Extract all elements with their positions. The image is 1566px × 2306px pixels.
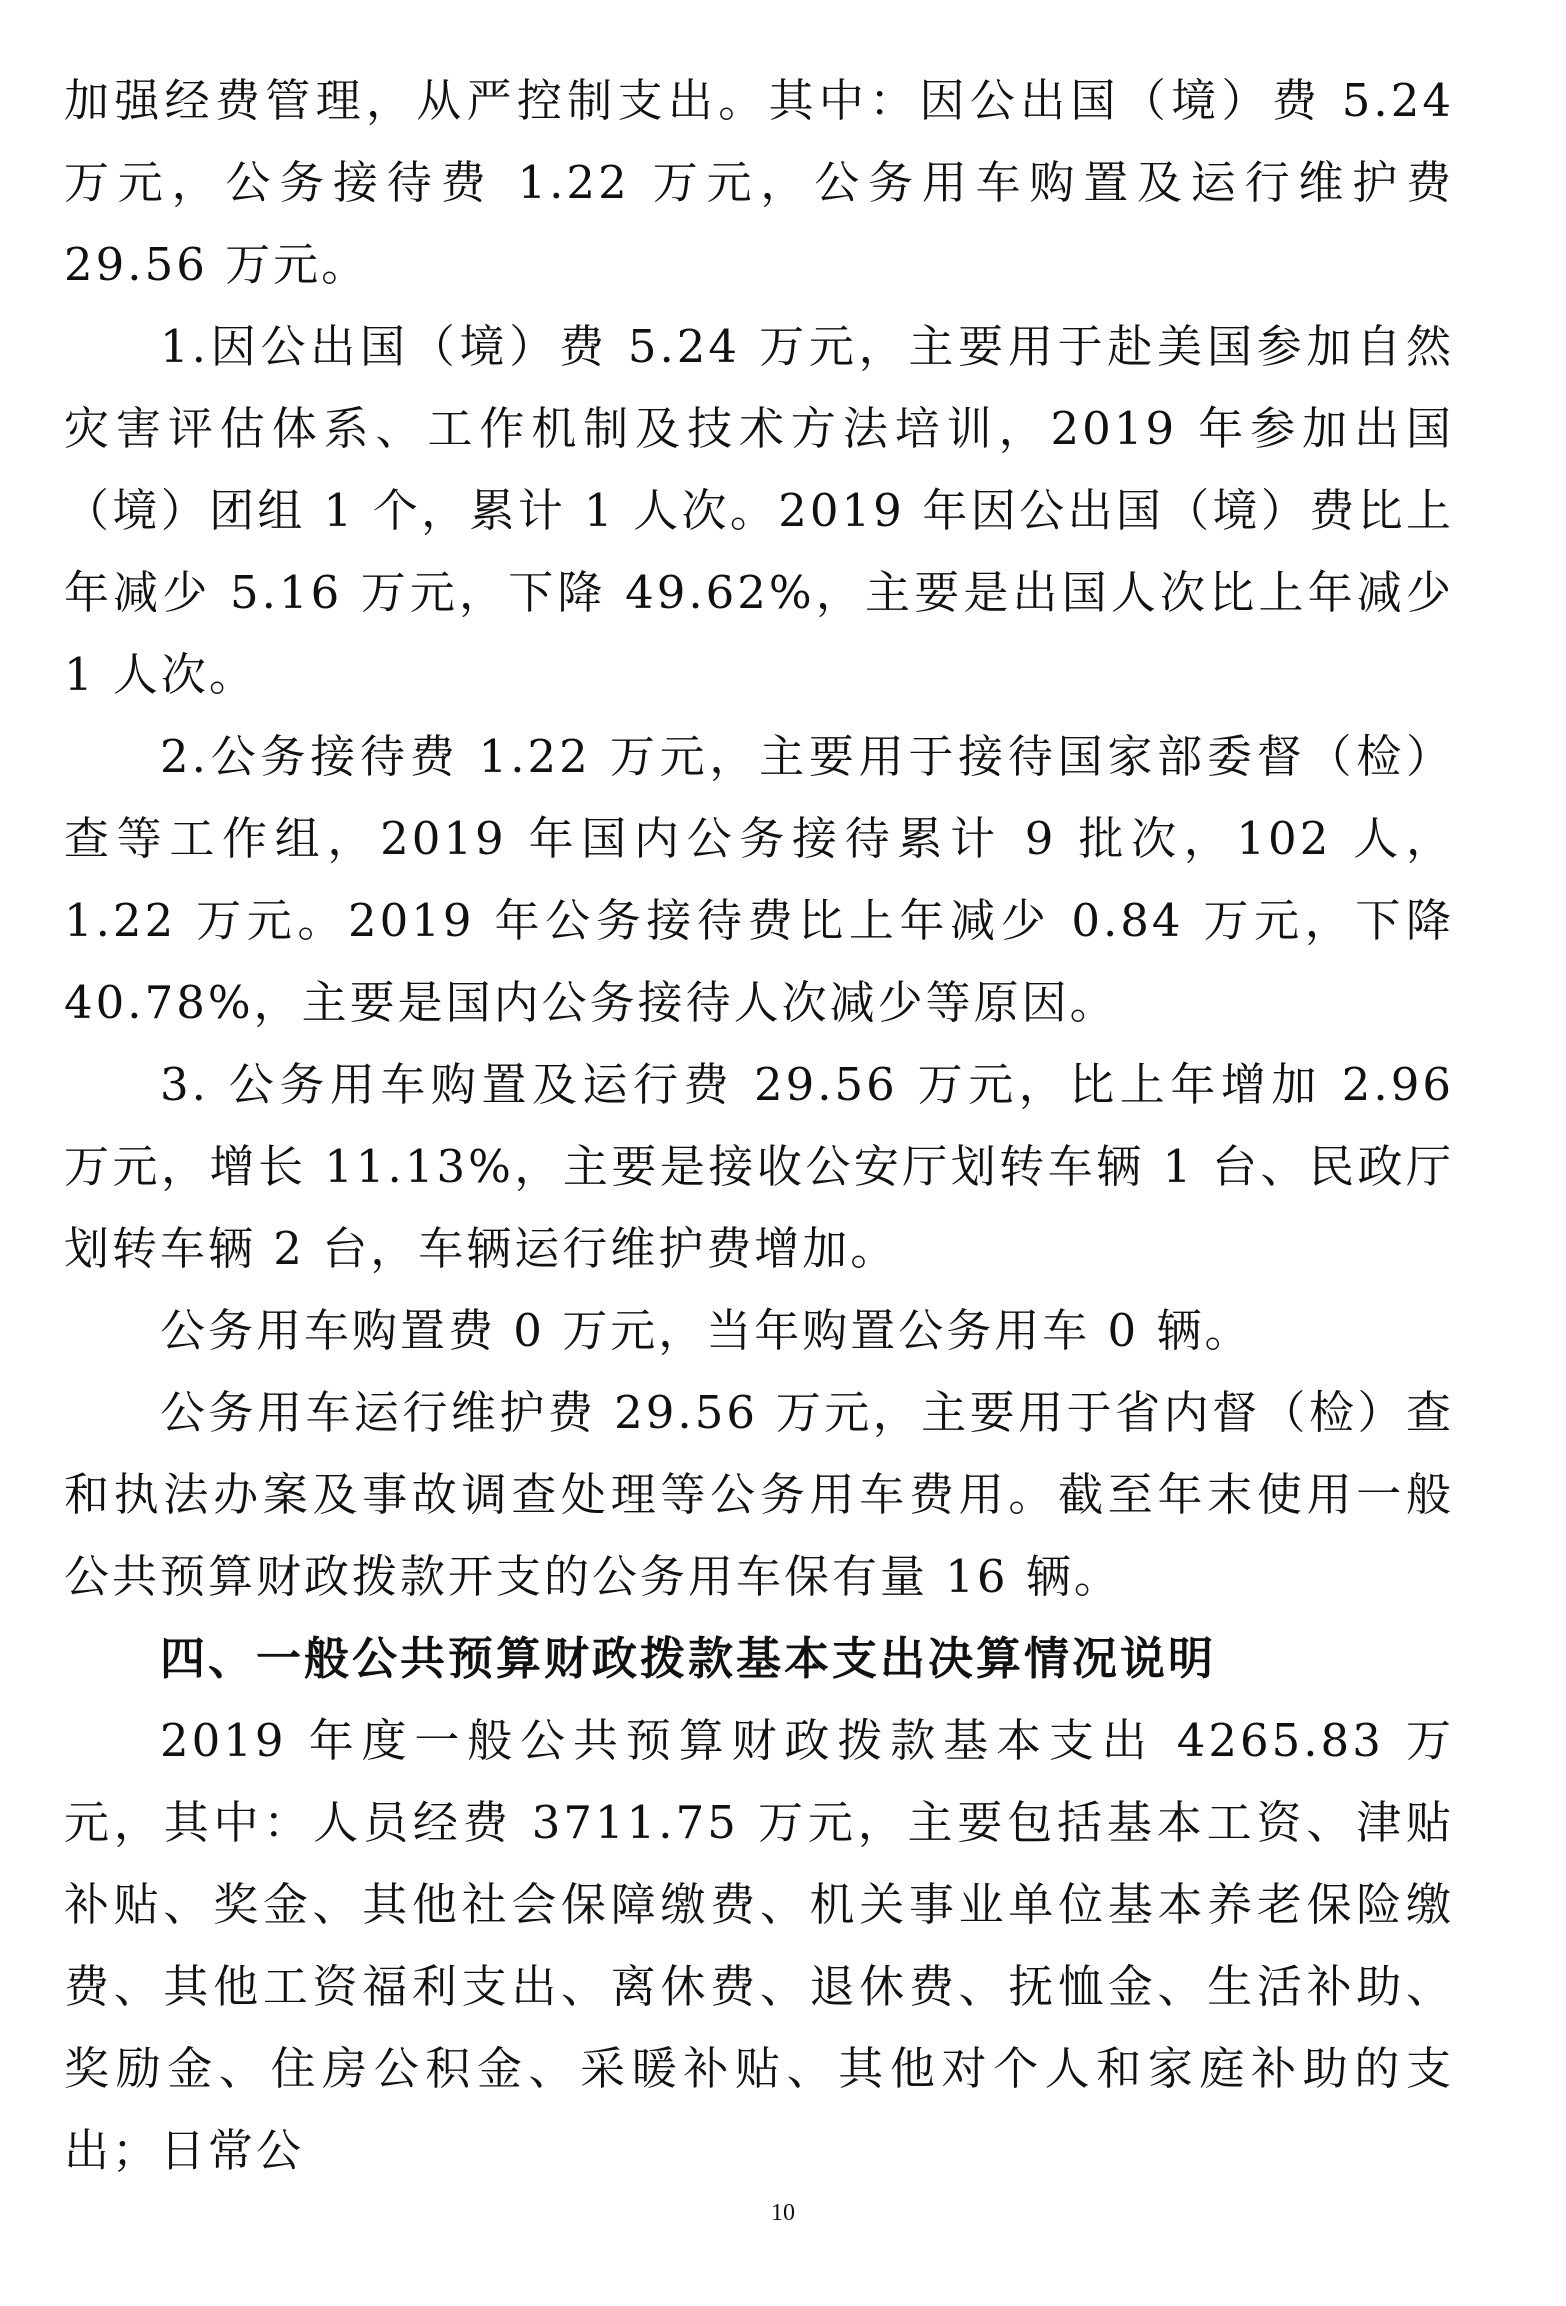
paragraph-overseas-travel: 1.因公出国（境）费 5.24 万元，主要用于赴美国参加自然灾害评估体系、工作机制及技术方法培训，2019 年参加出国（境）团组 1 个，累计 1 人次。2019 年因公出国（境）费比上年减少 5.16 万元，下降 49.62%，主要是出国人次比上年减少 1 人次。 [64,320,1454,701]
paragraph-expense-summary: 加强经费管理，从严控制支出。其中：因公出国（境）费 5.24 万元，公务接待费 1.22 万元，公务用车购置及运行维护费 29.56 万元。 [64,74,1454,291]
document-body [64,60,1454,2192]
paragraph-official-vehicles: 3. 公务用车购置及运行费 29.56 万元，比上年增加 2.96 万元，增长 11.13%，主要是接收公安厅划转车辆 1 台、民政厅划转车辆 2 台，车辆运行维护费增加。 [64,1058,1454,1275]
section-heading: 四、一般公共预算财政拨款基本支出决算情况说明 [160,1632,1217,1685]
paragraph-vehicle-purchase: 公务用车购置费 0 万元，当年购置公务用车 0 辆。 [160,1304,1253,1357]
paragraph-basic-expenditure: 2019 年度一般公共预算财政拨款基本支出 4265.83 万元，其中：人员经费 3711.75 万元，主要包括基本工资、津贴补贴、奖金、其他社会保障缴费、机关事业单位基本养老保险缴费、其他工资福利支出、离休费、退休费、抚恤金、生活补助、奖励金、住房公积金、采暖补贴、其他对个人和家庭补助的支出；日常公 [64,1714,1454,2177]
page-number: 10 [771,2200,795,2226]
paragraph-official-reception: 2.公务接待费 1.22 万元，主要用于接待国家部委督（检）查等工作组，2019 年国内公务接待累计 9 批次，102 人，1.22 万元。2019 年公务接待费比上年减少 0.84 万元，下降 40.78%，主要是国内公务接待人次减少等原因。 [64,730,1454,1029]
paragraph-vehicle-maintenance: 公务用车运行维护费 29.56 万元，主要用于省内督（检）查和执法办案及事故调查处理等公务用车费用。截至年末使用一般公共预算财政拨款开支的公务用车保有量 16 辆。 [64,1386,1454,1603]
